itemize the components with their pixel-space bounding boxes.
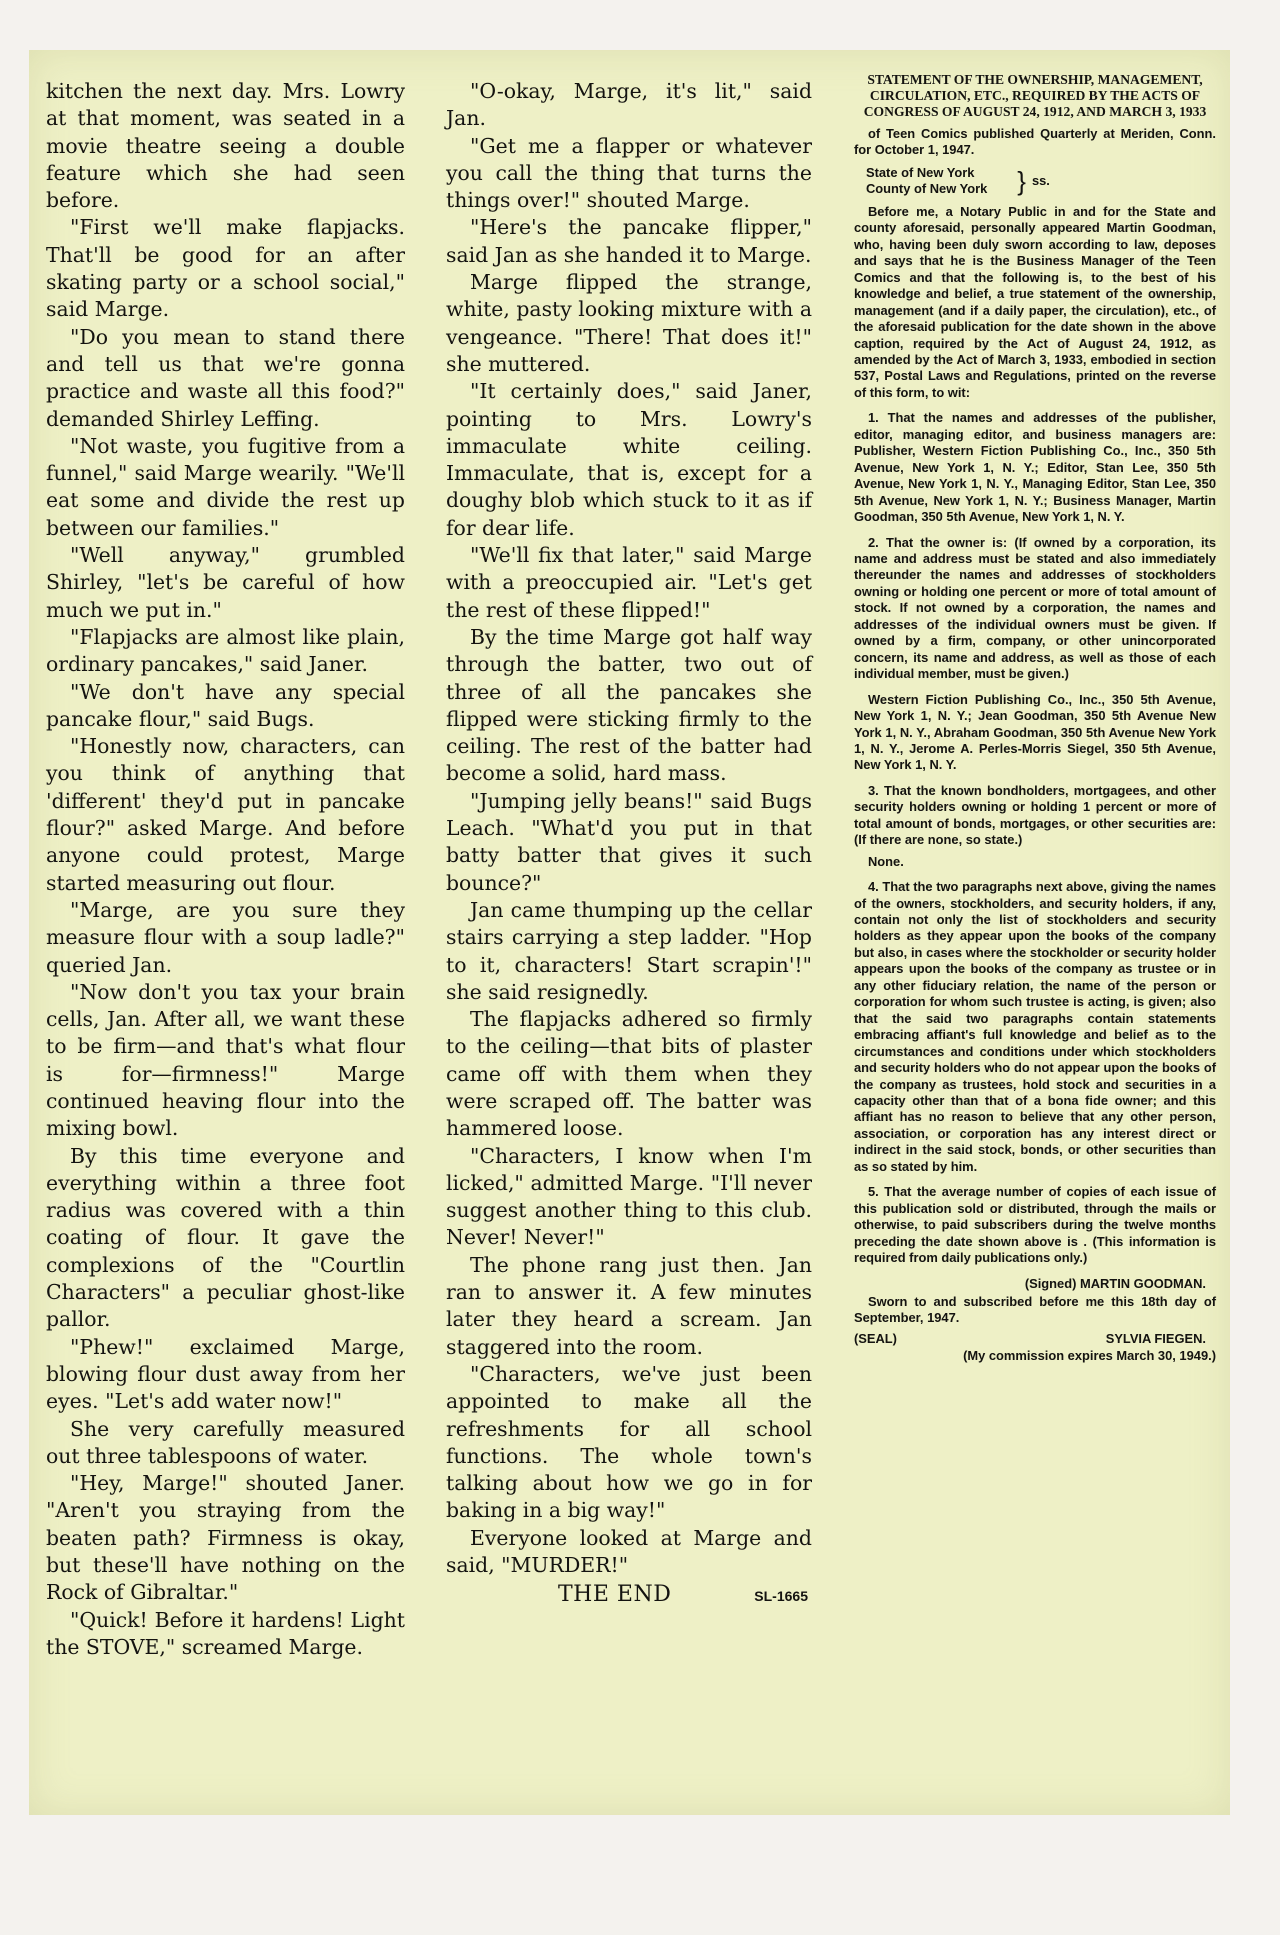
story-paragraph: "Marge, are you sure they measure flour with a soup ladle?" queried Jan. xyxy=(46,897,405,977)
story-column-1 xyxy=(46,78,405,1661)
comic-text-page xyxy=(29,50,1230,1815)
brace-glyph: } xyxy=(1017,165,1026,196)
jurisdiction-state: State of New York xyxy=(866,164,975,180)
statement-notary-paragraph: Before me, a Notary Public in and for the State and county aforesaid, personally appeared Martin Goodman, who, having been duly sworn according to law, deposes and says that he is the Business Manager of the Teen Comics and that the following is, to the best of his knowledge and belief, a true statement of the ownership, management (and if a daily paper, the circulation), etc., of the aforesaid publication for the date shown in the above caption, required by the Act of August 24, 1912, as amended by the Act of March 3, 1933, embodied in section 537, Postal Laws and Regulations, printed on the reverse of this form, to wit: xyxy=(854,203,1216,400)
story-paragraph: "Do you mean to stand there and tell us that we're gonna practice and waste all this food?" demanded Shirley Leffing. xyxy=(46,324,405,431)
story-paragraph: "Well anyway," grumbled Shirley, "let's be careful of how much we put in." xyxy=(46,543,405,622)
statement-item-2: 2. That the owner is: (If owned by a corporation, its name and address must be stated and also immediately thereunder the names and addresses of stockholders owning or holding one percent or more of total amount of stock. If not owned by a corporation, the names and addresses of the individual owners must be given. If owned by a firm, company, or other unincorporated concern, its name and address, as well as those of each individual member, must be given.) xyxy=(854,534,1216,682)
story-paragraph: Marge flipped the strange, white, pasty looking mixture with a vengeance. "There! That does it!" she muttered. xyxy=(446,270,812,376)
story-paragraph: "We don't have any special pancake flour," said Bugs. xyxy=(46,679,405,731)
story-column-2 xyxy=(446,78,812,1611)
story-paragraph: "We'll fix that later," said Marge with a preoccupied air. "Let's get the rest of these flipped!" xyxy=(446,543,812,622)
commission-expiry: (My commission expires March 30, 1949.) xyxy=(963,1348,1216,1364)
story-footer xyxy=(446,1581,812,1610)
story-paragraph: The phone rang just then. Jan ran to answer it. A few minutes later they heard a scream. Jan staggered into the room. xyxy=(446,1252,812,1359)
story-paragraph: "Characters, I know when I'm licked," admitted Marge. "I'll never suggest another thing to this club. Never! Never!" xyxy=(446,1143,812,1250)
statement-signed: (Signed) MARTIN GOODMAN. xyxy=(1024,1275,1206,1291)
seal-label: (SEAL) xyxy=(854,1330,897,1346)
statement-sworn: Sworn to and subscribed before me this 18th day of September, 1947. xyxy=(854,1294,1216,1326)
statement-item-5: 5. That the average number of copies of each issue of this publication sold or distributed, through the mails or otherwise, to paid subscribers during the twelve months preceding the date shown above is . (This information is required from daily publications only.) xyxy=(854,1184,1216,1266)
notary-name: SYLVIA FIEGEN. xyxy=(1105,1330,1206,1346)
story-paragraph: By this time everyone and everything within a three foot radius was covered with a thin coating of flour. It gave the complexions of the "Courtlin Characters" a peculiar ghost-like pallor. xyxy=(46,1143,405,1332)
story-code: SL-1665 xyxy=(754,1588,808,1605)
jurisdiction-county: County of New York xyxy=(866,180,988,196)
story-paragraph: Everyone looked at Marge and said, "MURDER!" xyxy=(446,1525,812,1578)
statement-heading: STATEMENT OF THE OWNERSHIP, MANAGEMENT, CIRCULATION, ETC., REQUIRED BY THE ACTS OF CONGRESS OF AUGUST 24, 1912, AND MARCH 3, 1933 xyxy=(863,72,1207,119)
ownership-statement xyxy=(854,72,1216,1374)
seal-row xyxy=(854,1331,1216,1347)
story-column-2-body xyxy=(446,78,812,1579)
story-paragraph: "Jumping jelly beans!" said Bugs Leach. "What'd you put in that batty batter that gives it such bounce?" xyxy=(446,788,812,895)
story-paragraph: "Phew!" exclaimed Marge, blowing flour dust away from her eyes. "Let's add water now!" xyxy=(46,1334,405,1414)
story-paragraph: "First we'll make flapjacks. That'll be good for an after skating party or a school social," said Marge. xyxy=(46,215,405,322)
story-paragraph: "Hey, Marge!" shouted Janer. "Aren't you straying from the beaten path? Firmness is okay, but these'll have nothing on the Rock of Gibraltar." xyxy=(46,1471,405,1605)
the-end-label: THE END xyxy=(558,1582,672,1608)
statement-item-1: 1. That the names and addresses of the publisher, editor, managing editor, and business managers are: Publisher, Western Fiction Publishing Co., Inc., 350 5th Avenue, New York 1, N. Y.; Editor, Stan Lee, 350 5th Avenue, New York 1, N. Y., Managing Editor, Stan Lee, 350 5th Avenue, New York 1, N. Y.; Business Manager, Martin Goodman, 350 5th Avenue, New York 1, N. Y. xyxy=(854,410,1216,525)
story-paragraph: "Not waste, you fugitive from a funnel," said Marge wearily. "We'll eat some and divide the rest up between our families." xyxy=(46,433,405,540)
story-paragraph: "Flapjacks are almost like plain, ordinary pancakes," said Janer. xyxy=(46,624,405,677)
jurisdiction xyxy=(866,165,1216,197)
statement-none: None. xyxy=(868,853,904,869)
story-paragraph: "Here's the pancake flipper," said Jan as she handed it to Marge. xyxy=(446,215,812,267)
story-paragraph: "Honestly now, characters, can you think of anything that 'different' they'd put in pancake flour?" asked Marge. And before anyone could protest, Marge started measuring out flour. xyxy=(46,734,405,895)
story-paragraph: "Now don't you tax your brain cells, Jan. After all, we want these to be firm—and that's what flour is for—firmness!" Marge continued heaving flour into the mixing bowl. xyxy=(46,979,405,1141)
story-paragraph: "It certainly does," said Janer, pointing to Mrs. Lowry's immaculate white ceiling. Immaculate, that is, except for a doughy blob which stuck to it as if for dear life. xyxy=(446,379,812,540)
story-paragraph: Jan came thumping up the cellar stairs carrying a step ladder. "Hop to it, characters! Start scrapin'!" she said resignedly. xyxy=(446,897,812,1004)
story-paragraph: By the time Marge got half way through the batter, two out of three of all the pancakes she flipped were sticking firmly to the ceiling. The rest of the batter had become a solid, hard mass. xyxy=(446,624,812,786)
story-paragraph: "O-okay, Marge, it's lit," said Jan. xyxy=(446,79,812,131)
story-paragraph: "Quick! Before it hardens! Light the STOVE," screamed Marge. xyxy=(46,1607,405,1659)
story-paragraph: "Get me a flapper or whatever you call the thing that turns the things over!" shouted Marge. xyxy=(446,133,812,213)
statement-item-4: 4. That the two paragraphs next above, giving the names of the owners, stockholders, and security holders, if any, contain not only the list of stockholders and security holders as they appear upon the books of the company but also, in cases where the stockholder or security holder appears upon the books of the company as trustee or in any other fiduciary relation, the name of the person or corporation for whom such trustee is acting, is given; also that the said two paragraphs contain statements embracing affiant's full knowledge and belief as to the circumstances and conditions under which stockholders and security holders who do not appear upon the books of the company as trustees, hold stock and securities in a capacity other than that of a bona fide owner; and this affiant has no reason to believe that any other person, association, or corporation has any interest direct or indirect in the said stock, bonds, or other securities than as so stated by him. xyxy=(854,879,1216,1174)
story-paragraph: "Characters, we've just been appointed to make all the refreshments for all school functions. The whole town's talking about how we go in for baking in a big way!" xyxy=(446,1361,812,1523)
story-paragraph: The flapjacks adhered so firmly to the ceiling—that bits of plaster came off with them when they were scraped off. The batter was hammered loose. xyxy=(446,1007,812,1141)
jurisdiction-ss: ss. xyxy=(1031,172,1050,188)
story-paragraph: kitchen the next day. Mrs. Lowry at that moment, was seated in a movie theatre seeing a double feature which she had seen before. xyxy=(46,79,405,213)
story-paragraph: She very carefully measured out three tablespoons of water. xyxy=(46,1416,405,1468)
statement-owners: Western Fiction Publishing Co., Inc., 350 5th Avenue, New York 1, N. Y.; Jean Goodman, 350 5th Avenue New York 1, N. Y., Abraham Goodman, 350 5th Avenue New York 1, N. Y., Jerome A. Perles-Morris Siegel, 350 5th Avenue, New York 1, N. Y. xyxy=(854,691,1216,773)
statement-intro: of Teen Comics published Quarterly at Meriden, Conn. for October 1, 1947. xyxy=(854,126,1216,158)
statement-item-3: 3. That the known bondholders, mortgagees, and other security holders owning or holding 1 percent or more of total amount of bonds, mortgages, or other securities are: (If there are none, so state.) xyxy=(854,782,1216,848)
